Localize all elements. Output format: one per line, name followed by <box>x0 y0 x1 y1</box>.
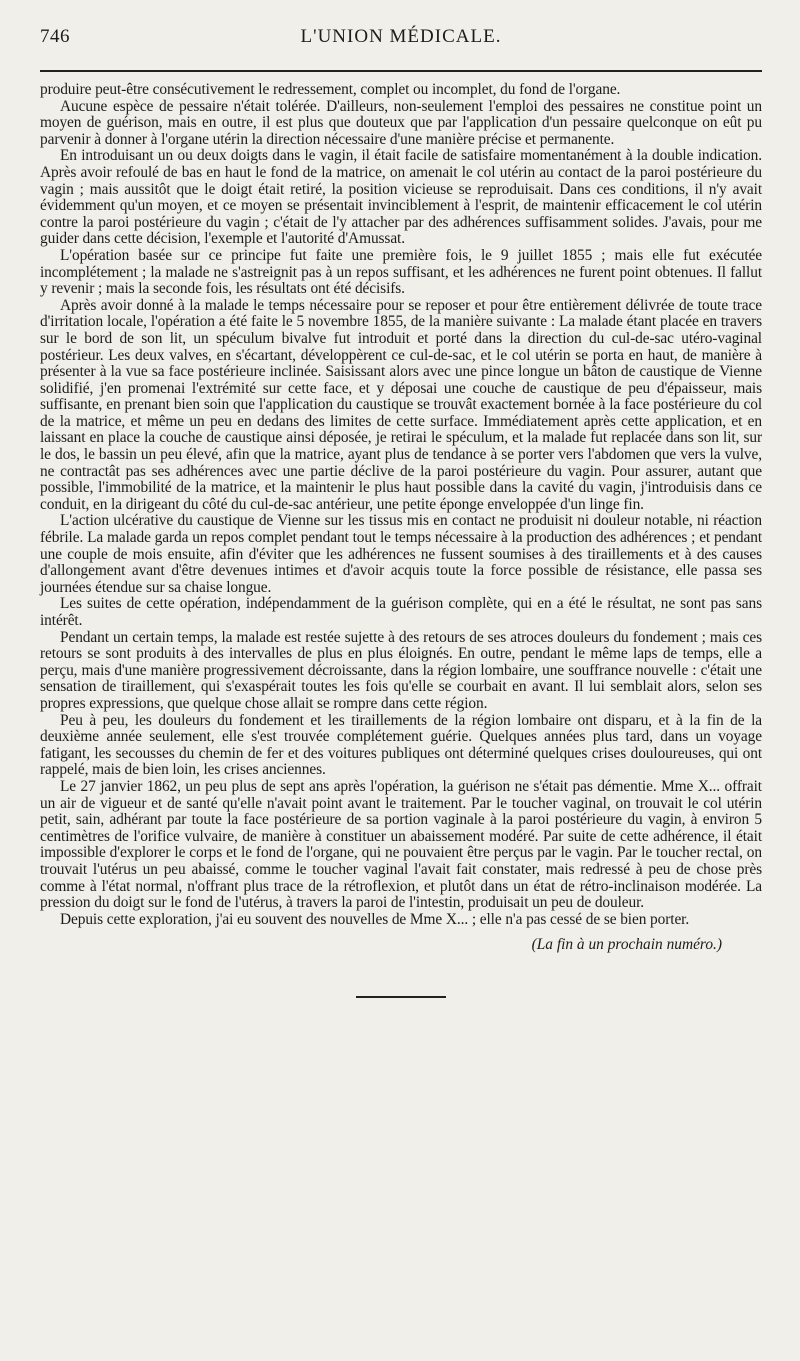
paragraph: produire peut-être consécutivement le redressement, complet ou incomplet, du fond de l'organe. <box>40 81 621 98</box>
continuation-note: (La fin à un prochain numéro.) <box>531 936 722 954</box>
paragraph: Pendant un certain temps, la malade est restée sujette à des retours de ses atroces douleurs du fondement ; mais ces retours se sont produits à des intervalles de plus en plus éloignés. En outre, pendant le même laps de temps, elle a perçu, mais d'une manière progressivement décroissante, dans la région lombaire, une souffrance nouvelle : c'était une sensation de tiraillement, qui s'exaspérait toutes les fois qu'elle se courbait en avant. Il lui semblait alors, selon ses propres expressions, que quelque chose allait se rompre dans cette région. <box>40 628 762 712</box>
end-rule <box>356 996 446 998</box>
running-title: L'UNION MÉDICALE. <box>300 26 502 47</box>
paragraph: En introduisant un ou deux doigts dans le vagin, il était facile de satisfaire momentanément à la double indication. Après avoir refoulé de bas en haut le fond de la matrice, on amenait le col utérin au contact de la paroi postérieure du vagin ; mais aussitôt que le doigt était retiré, la position vicieuse se reproduisait. Dans ces conditions, il n'y avait évidemment qu'un moyen, et ce moyen se présentait invinciblement à l'esprit, de maintenir efficacement le col utérin contre la paroi postérieure du vagin ; c'était de l'y attacher par des adhérences suffisamment solides. J'avais, pour me guider dans cette décision, l'exemple et l'autorité d'Amussat. <box>40 147 762 248</box>
header-rule <box>40 70 762 72</box>
paragraph: Peu à peu, les douleurs du fondement et les tiraillements de la région lombaire ont disparu, et à la fin de la deuxième année seulement, elle s'est trouvée complétement guérie. Quelques années plus tard, dans un voyage fatigant, les secousses du chemin de fer et des voitures publiques ont déterminé quelques crises douloureuses, qui ont rappelé, mais de bien loin, les crises anciennes. <box>40 711 762 779</box>
paragraph: Depuis cette exploration, j'ai eu souvent des nouvelles de Mme X... ; elle n'a pas cessé de se bien porter. <box>60 910 690 928</box>
paragraph: Après avoir donné à la malade le temps nécessaire pour se reposer et pour être entièrement délivrée de toute trace d'irritation locale, l'opération a été faite le 5 novembre 1855, de la manière suivante : La malade étant placée en travers sur le bord de son lit, un spéculum bivalve fut introduit et porté dans la direction du cul-de-sac utéro-vaginal postérieur. Les deux valves, en s'écartant, développèrent ce cul-de-sac, et le col utérin se porta en haut, de manière à présenter à la vue sa face postérieure inclinée. Saisissant alors avec une pince longue un bâton de caustique de Vienne solidifié, j'en promenai l'extrémité sur cette face, et y déposai une couche de caustique de peu d'épaisseur, mais suffisante, en prenant bien soin que l'application du caustique se trouvât exactement bornée à la face postérieure du col de la matrice, et même un peu en dedans des limites de cette surface. Immédiatement après cette application, et en laissant en place la couche de caustique ainsi déposée, je retirai le spéculum, et la malade fut replacée dans son lit, sur le dos, le bassin un peu élevé, afin que la matrice, ayant plus de tendance à se porter vers l'abdomen que vers la vulve, ne contractât pas ses adhérences avec une partie déclive de la paroi postérieure du vagin. Pour assurer, autant que possible, l'immobilité de la matrice, et la maintenir le plus haut possible dans la cavité du vagin, j'introduisis dans ce conduit, en la dirigeant du côté du cul-de-sac antérieur, une petite éponge enveloppée d'un linge fin. <box>40 296 762 513</box>
page-header <box>40 22 762 56</box>
paragraph: Les suites de cette opération, indépendamment de la guérison complète, qui en a été le résultat, ne sont pas sans intérêt. <box>40 595 762 629</box>
paragraph: Aucune espèce de pessaire n'était tolérée. D'ailleurs, non-seulement l'emploi des pessaires ne constitue point un moyen de guérison, mais en outre, il est plus que douteux que par l'application d'un pessaire quelconque on eût pu parvenir à donner à l'organe utérin la direction nécessaire d'une manière précise et permanente. <box>40 97 762 148</box>
paragraph: L'action ulcérative du caustique de Vienne sur les tissus mis en contact ne produisit ni douleur notable, ni réaction fébrile. La malade garda un repos complet pendant tout le temps nécessaire à la production des adhérences ; et pendant une couple de mois ensuite, afin d'éviter que les adhérences ne fussent soumises à des tiraillements et à des causes d'allongement avant d'être devenues intimes et d'avoir acquis toute la force possible de résistance, elle passa ses journées étendue sur sa chaise longue. <box>40 512 762 596</box>
article-body <box>40 82 762 928</box>
paragraph: Le 27 janvier 1862, un peu plus de sept ans après l'opération, la guérison ne s'était pas démentie. Mme X... offrait un air de vigueur et de santé qu'elle n'avait point avant le traitement. Par le toucher vaginal, on trouvait le col utérin petit, sain, adhérant par toute la face postérieure de sa portion vaginale à la paroi postérieure du vagin, à environ 5 centimètres de l'orifice vulvaire, de manière à constituer un abaissement modéré. Par suite de cette adhérence, il était impossible d'explorer le corps et le fond de l'organe, qui ne pouvaient être perçus par le vagin. Par le toucher rectal, on trouvait l'utérus un peu abaissé, comme le toucher vaginal l'avait fait constater, mais redressé à peu de chose près comme à l'état normal, n'offrant plus trace de la rétroflexion, et plutôt dans un état de rétro-inclinaison modérée. La pression du doigt sur le fond de l'utérus, à travers la paroi de l'intestin, produisait un peu de douleur. <box>40 777 762 912</box>
paragraph: L'opération basée sur ce principe fut faite une première fois, le 9 juillet 1855 ; mais elle fut exécutée incomplétement ; la malade ne s'astreignit pas à un repos suffisant, et les adhérences ne furent point obtenues. Il fallut y revenir ; mais la seconde fois, les résultats ont été décisifs. <box>40 246 762 298</box>
page-number: 746 <box>40 26 70 47</box>
